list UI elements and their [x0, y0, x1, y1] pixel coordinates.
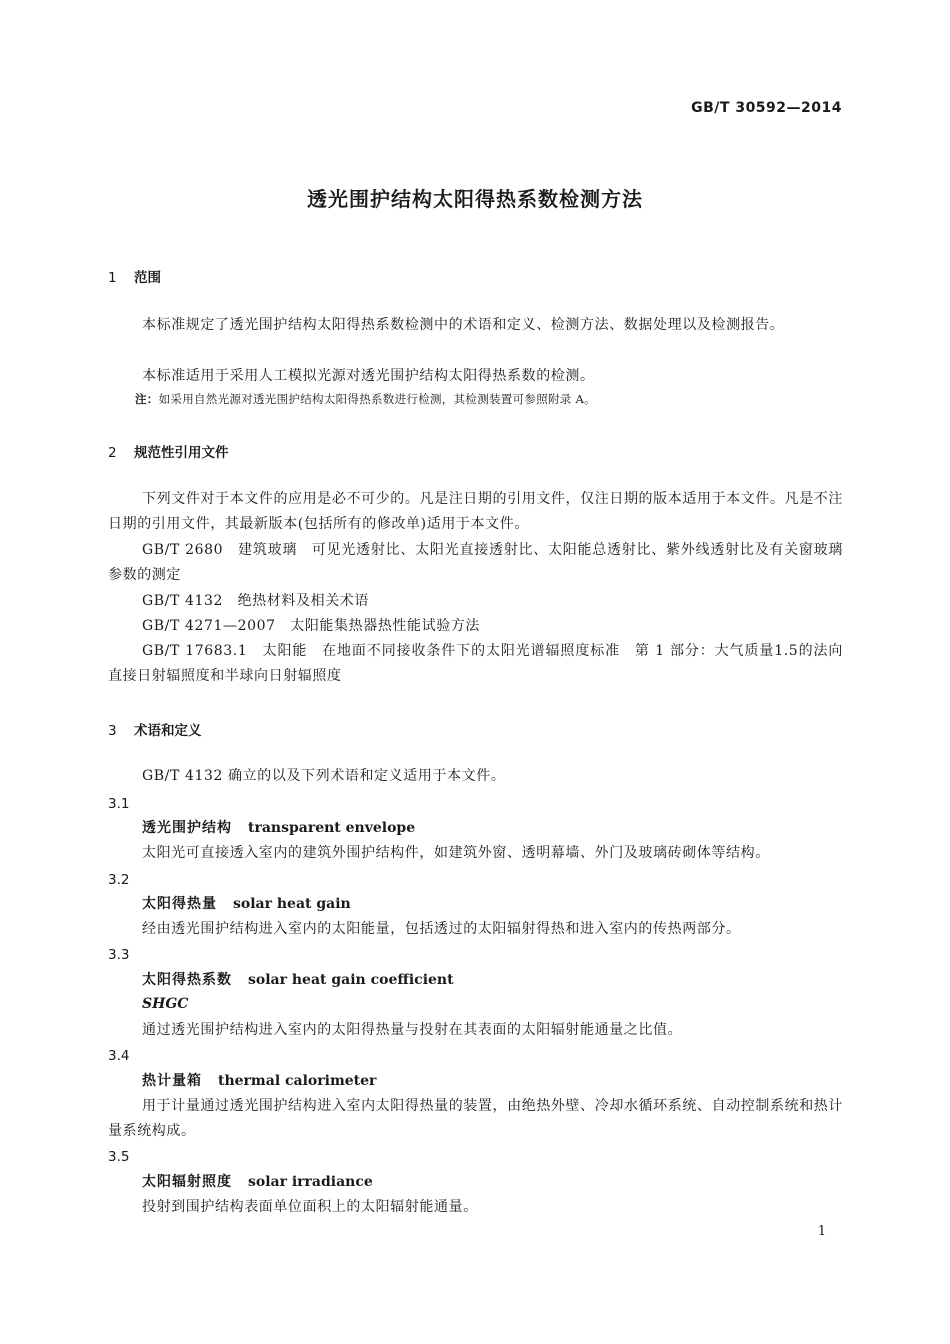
section-heading-3 — [108, 719, 202, 739]
term-definition: 用于计量通过透光围护结构进入室内太阳得热量的装置，由绝热外壁、冷却水循环系统、自动控制系统和热计量系统构成。 — [108, 1098, 843, 1139]
term-abbreviation: SHGC — [142, 996, 189, 1012]
term-chinese: 太阳得热量 — [142, 896, 217, 912]
term-definition: 经由透光围护结构进入室内的太阳能量，包括透过的太阳辐射得热和进入室内的传热两部分。 — [142, 921, 741, 937]
section-number: 3 — [108, 723, 117, 739]
note-label: 注： — [135, 392, 159, 406]
section-title: 范围 — [134, 270, 161, 286]
term-title — [142, 1172, 373, 1192]
term-english: solar heat gain — [233, 896, 351, 912]
note-text: 如采用自然光源对透光围护结构太阳得热系数进行检测，其检测装置可参照附录 A。 — [158, 392, 596, 406]
term-number: 3.2 — [108, 872, 130, 888]
term-definition: 投射到围护结构表面单位面积上的太阳辐射能通量。 — [142, 1199, 478, 1215]
term-chinese: 热计量箱 — [142, 1073, 202, 1089]
term-number: 3.3 — [108, 947, 130, 963]
term-title — [142, 894, 351, 914]
note — [135, 389, 845, 409]
term-chinese: 透光围护结构 — [142, 820, 232, 836]
paragraph: 本标准规定了透光围护结构太阳得热系数检测中的术语和定义、检测方法、数据处理以及检测报告。 — [142, 317, 785, 333]
term-definition: 太阳光可直接透入室内的建筑外围护结构件，如建筑外窗、透明幕墙、外门及玻璃砖砌体等结构。 — [142, 845, 770, 861]
reference-item: GB/T 4132 绝热材料及相关术语 — [142, 593, 370, 609]
term-number: 3.4 — [108, 1048, 130, 1064]
term-chinese: 太阳辐射照度 — [142, 1174, 232, 1190]
term-english: solar irradiance — [248, 1174, 373, 1190]
term-definition: 通过透光围护结构进入室内的太阳得热量与投射在其表面的太阳辐射能通量之比值。 — [142, 1022, 683, 1038]
term-english: transparent envelope — [248, 820, 416, 836]
reference-item: GB/T 17683.1 太阳能 在地面不同接收条件下的太阳光谱辐照度标准 第 1 部分：大气质量1.5的法向直接日射辐照度和半球向日射辐照度 — [108, 643, 843, 684]
term-english: thermal calorimeter — [218, 1073, 377, 1089]
term-number: 3.1 — [108, 796, 130, 812]
term-number: 3.5 — [108, 1149, 130, 1165]
section-number: 1 — [108, 270, 117, 286]
section-title: 规范性引用文件 — [134, 445, 229, 461]
reference-item: GB/T 2680 建筑玻璃 可见光透射比、太阳光直接透射比、太阳能总透射比、紫外线透射比及有关窗玻璃参数的测定 — [108, 542, 843, 583]
standard-code: GB/T 30592—2014 — [691, 100, 842, 116]
paragraph: 本标准适用于采用人工模拟光源对透光围护结构太阳得热系数的检测。 — [142, 368, 595, 384]
section-number: 2 — [108, 445, 117, 461]
term-chinese: 太阳得热系数 — [142, 972, 232, 988]
paragraph: GB/T 4132 确立的以及下列术语和定义适用于本文件。 — [142, 768, 506, 784]
section-heading-2 — [108, 441, 229, 461]
term-title — [142, 970, 454, 990]
paragraph: 下列文件对于本文件的应用是必不可少的。凡是注日期的引用文件，仅注日期的版本适用于本文件。凡是不注日期的引用文件，其最新版本(包括所有的修改单)适用于本文件。 — [108, 491, 843, 532]
document-title: 透光围护结构太阳得热系数检测方法 — [307, 187, 643, 211]
section-heading-1 — [108, 266, 161, 286]
term-title — [142, 818, 415, 838]
reference-item: GB/T 4271—2007 太阳能集热器热性能试验方法 — [142, 618, 481, 634]
term-english: solar heat gain coefficient — [248, 972, 454, 988]
page-number: 1 — [817, 1224, 826, 1239]
term-title — [142, 1071, 376, 1091]
section-title: 术语和定义 — [134, 723, 202, 739]
